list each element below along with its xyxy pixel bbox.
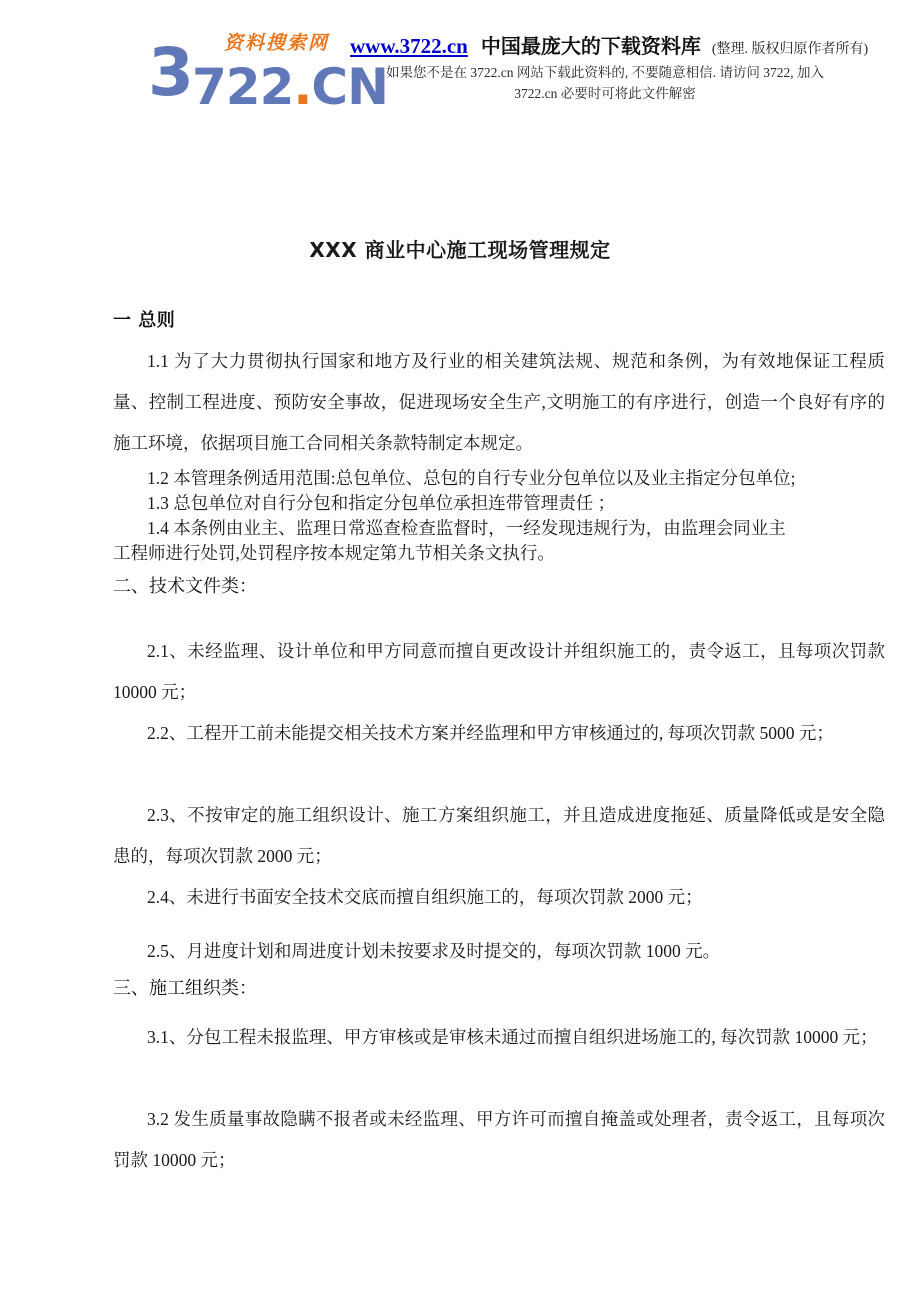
paragraph-1-4: 1.4 本条例由业主、监理日常巡查检查监督时，一经发现违规行为，由监理会同业主	[147, 518, 786, 538]
banner-attribution: (整理. 版权归原作者所有)	[711, 42, 869, 57]
paragraph-2-3: 2.3、不按审定的施工组织设计、施工方案组织施工，并且造成进度拖延、质量降低或是安全隐患的，每项次罚款 2000 元；	[113, 805, 885, 866]
paragraph-2-1: 2.1、未经监理、设计单位和甲方同意而擅自更改设计并组织施工的，责令返工，且每项次罚款 10000 元；	[113, 641, 885, 702]
paragraph-1-1: 1.1 为了大力贯彻执行国家和地方及行业的相关建筑法规、规范和条例，为有效地保证工程质量、控制工程进度、预防安全事故，促进现场安全生产,文明施工的有序进行，创造一个良好有序的施工环境，依据项目施工合同相关条款特制定本规定。	[113, 351, 885, 453]
section-heading-3: 三、施工组织类：	[113, 978, 257, 998]
site-logo	[148, 26, 388, 116]
banner-headline: 中国最庞大的下载资料库	[480, 34, 701, 58]
section-heading-1: 一 总则	[113, 310, 176, 331]
logo-tagline: 资料搜索网	[224, 32, 330, 54]
banner-disclaimer-line-1: 如果您不是在 3722.cn 网站下载此资料的, 不要随意相信. 请访问 3722, 加入	[386, 65, 824, 80]
banner-disclaimer	[355, 62, 855, 104]
paragraph-1-2: 1.2 本管理条例适用范围:总包单位、总包的自行专业分包单位以及业主指定分包单位;	[147, 468, 796, 488]
logo-digit-3: 3	[148, 34, 192, 111]
banner-primary-line	[350, 33, 868, 63]
paragraph-1-4-continued: 工程师进行处罚,处罚程序按本规定第九节相关条文执行。	[113, 543, 555, 563]
paragraph-3-2: 3.2 发生质量事故隐瞒不报者或未经监理、甲方许可而擅自掩盖或处理者，责令返工，且每项次罚款 10000 元；	[113, 1109, 885, 1170]
paragraph-2-4: 2.4、未进行书面安全技术交底而擅自组织施工的，每项次罚款 2000 元；	[147, 887, 703, 907]
banner-disclaimer-line-2: 3722.cn 必要时可将此文件解密	[514, 86, 696, 101]
paragraph-1-3: 1.3 总包单位对自行分包和指定分包单位承担连带管理责任 ；	[147, 493, 616, 513]
page-title: XXX 商业中心施工现场管理规定	[309, 238, 611, 262]
site-watermark-banner	[0, 0, 920, 135]
logo-suffix-cn: CN	[311, 58, 388, 116]
section-heading-2: 二、技术文件类：	[113, 576, 257, 596]
paragraph-2-5: 2.5、月进度计划和周进度计划未按要求及时提交的，每项次罚款 1000 元。	[147, 941, 721, 961]
logo-digits-722: 722	[192, 58, 294, 116]
paragraph-3-1: 3.1、分包工程未报监理、甲方审核或是审核未通过而擅自组织进场施工的, 每次罚款 10000 元；	[147, 1027, 878, 1047]
site-url-link[interactable]: www.3722.cn	[350, 34, 468, 58]
paragraph-2-2: 2.2、工程开工前未能提交相关技术方案并经监理和甲方审核通过的, 每项次罚款 5000 元；	[147, 723, 834, 743]
logo-dot: .	[293, 58, 312, 116]
